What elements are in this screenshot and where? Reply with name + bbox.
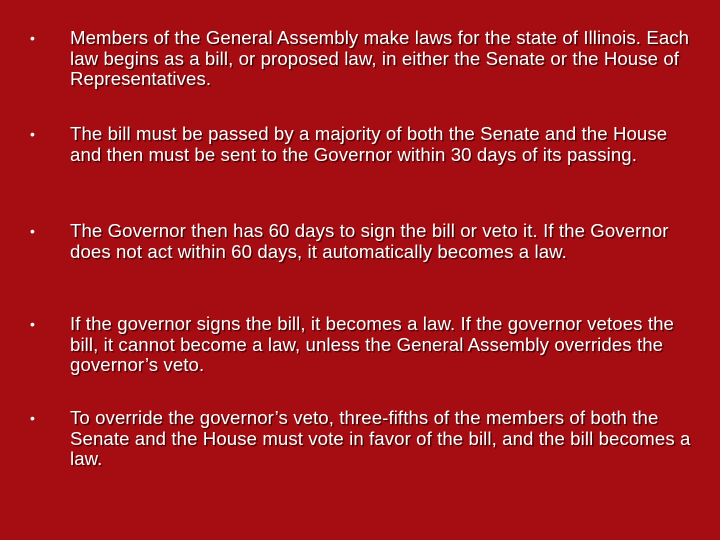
bullet-icon: • [30,223,35,239]
bullet-text: The bill must be passed by a majority of both the Senate and the House and then must be sent to the Governor within 30 days of its passing. [70,123,668,165]
bullet-item [30,28,700,90]
bullet-item [30,221,700,262]
bullet-icon: • [30,410,35,426]
bullet-icon: • [30,126,35,142]
bullet-icon: • [30,30,35,46]
bullet-item [30,124,700,165]
bullet-icon: • [30,316,35,332]
bullet-item [30,408,700,470]
bullet-text: If the governor signs the bill, it becomes a law. If the governor vetoes the bill, it cannot become a law, unless the General Assembly overrides the governor’s veto. [70,313,674,375]
bullet-text: Members of the General Assembly make laws for the state of Illinois. Each law begins as a bill, or proposed law, in either the Senate or the House of Representatives. [70,27,690,89]
bullet-text: To override the governor’s veto, three-fifths of the members of both the Senate and the House must vote in favor of the bill, and the bill becomes a law. [70,407,691,469]
bullet-text: The Governor then has 60 days to sign the bill or veto it. If the Governor does not act within 60 days, it automatically becomes a law. [70,220,669,262]
bullet-item [30,314,700,376]
